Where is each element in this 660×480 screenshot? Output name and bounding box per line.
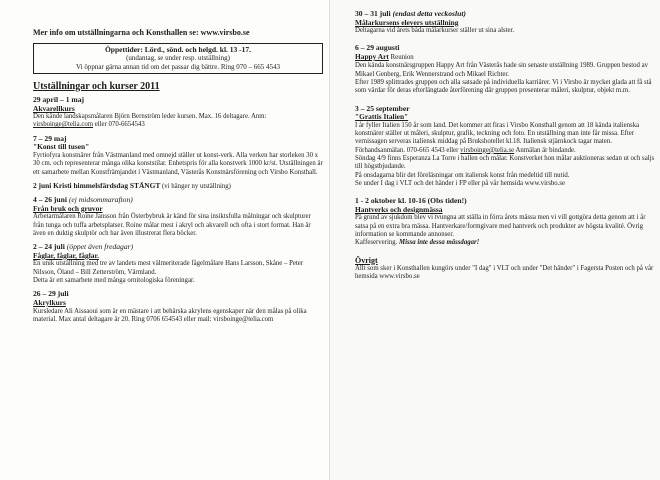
event-date: 7 – 29 maj [33,133,67,143]
event-text: En unik utställning med tre av landets mest välmeriterade fågelmålare Hans Larsson, Skåne – Peter Nilsson, Öland – Bill Zetterström, Värmland. [33,260,304,276]
event-title: Målarkursens elevers utställning [355,17,459,27]
event-text-2: Detta är ett samarbete med många ornitologiska föreningar. [33,277,195,285]
closing-label: Kaffeservering. [355,239,398,247]
section-text: Allt som sker i Konsthallen kungörs under "I dag" i VLT och under "Det händer" i Fagersta Posten och på vår hemsida www.virsbo.se [355,265,654,281]
event-text: Deltagarna vid årets båda målarkurser ställer ut sina alster. [355,27,515,35]
event-faglar [33,243,323,285]
event-date: 2 – 24 juli [33,242,65,252]
event-title: Happy Art [355,52,389,62]
event-closing [355,239,655,247]
event-date: 6 – 29 augusti [355,43,400,53]
event-body: I år fyller Italien 150 år som land. Det kommer att firas i Virsbo Konsthall genom att 18 kända italienska konstnärer ställer ut måleri, skulptur, grafik, teckning och foto. En utställning man inte får missa. Efter vernissagen serveras italiensk middag på Brukshotellet kl.18. Italiensk stjärnkock tagar maten. Förhandsanmälan. 070-665 4543 eller [355,121,640,154]
event-title: Akvarellkurs [33,103,75,113]
event-date: 26 – 29 juli [33,289,69,299]
event-title: Fåglar, fåglar, fåglar. [33,250,99,260]
hours-line-1: Öppettider: Lörd., sönd. och helgd. kl. 13 -17. [104,45,252,54]
email-link[interactable]: virsboinge@telia.com [33,121,94,129]
event-konst-till-tusen [33,135,323,177]
closed-notice [33,182,323,191]
event-body: Kursledare Ali Aissaoui som är en mästare i att behärska akrylens egenskaper när den målas på olika material. Max antal deltagare är 20. Ring 0706 654543 eller mail: [33,307,307,323]
section-title: Övrigt [355,255,378,265]
event-grattis-italien [355,105,655,189]
page-heading: Utställningar och kurser 2011 [33,81,160,92]
right-column [355,8,655,282]
event-body: Den kände landskapsmålaren Björn Bernström leder kursen. Max. 16 deltagare. Anm: [33,113,267,121]
event-date: 4 – 26 juni [33,195,67,205]
event-text: Arbetarmålaren Roine Jansson från Österbybruk är känd för sina insiktsfulla målningar och skulpturer från tunga och tuffa arbetsplatser. Roine målar mest i akryl och akvarell och ofta i stort format. Han är även en duktig skulptör och har även illustrerat flera böcker. [33,213,311,237]
right-page [330,0,660,480]
event-text-3: På onsdagarna blir det föreläsningar om italiensk konst från medeltid till nutid. [355,171,570,179]
opening-hours-box [33,43,323,74]
event-title: Från bruk och gruvor [33,203,103,213]
left-column [33,28,323,324]
event-date: 30 – 31 juli [355,9,391,18]
email-link[interactable]: virsboinge@telia.com [213,315,274,323]
event-title: "Konst till tusen" [33,142,90,152]
hours-line-3: Vi öppnar gärna annan tid om det passar dig bättre. Ring 070 – 665 4543 [76,63,280,71]
event-happy-art [355,44,655,95]
event-tail: Anmälan är bindande. [515,146,576,154]
event-text [33,113,323,130]
email-link[interactable]: virsboinge@telia.se [460,146,515,154]
event-bruk-och-gruvor [33,196,323,238]
event-date-note: kl. 10-16 (Obs tiden!) [397,196,467,206]
event-text: Den kända konstnärsgruppen Happy Art från Västerås hade sin senaste utställning 1989. Gruppen bestod av Mikael Genberg, Erik Wennerstrand och Mikael Richter. [355,62,649,78]
event-date: 3 – 25 september [355,103,410,113]
event-elevutstallning [355,10,655,35]
event-date-note: (öppet även fredagar) [66,242,134,252]
intro-line: Mer info om utställningarna och Konsthallen se: www.virsbo.se [33,28,250,37]
event-title: Hantverks och designmässa [355,204,443,214]
hours-line-2: (undantag, se under resp. utställning) [126,54,230,62]
event-title-line [355,53,655,62]
closing-emphasis: Missa inte dessa mässdagar! [399,239,480,247]
event-date: 1 - 2 oktober [355,196,396,206]
event-text-2: Söndag 4/9 finns Esperanza La Torre i hallen och målar. Konstverket hon målar auktioneras sedan ut och saljs till högstbjudande. [355,154,655,171]
event-text: På grund av sjukdom blev vi tvungna att ställa in förra årets mässa men vi vill gottgöra detta genom att i år satsa på en extra bra mässa. Hantverkare/formgivare med hantverk och produkter av högsta kvalité. Övrig information se kommande annonser. [355,214,646,238]
event-akvarellkurs [33,96,323,130]
event-title-note: Reunion [390,54,414,62]
event-text-2: Efter 1989 splittrades gruppen och alla satsade på individuella karriärer. Vi i Virsbo är mycket glada att få stå som värdar för deras efterlängtade återförening där gruppen presenterar måleri, skulptur, objekt m.m. [355,78,652,95]
event-date-note: (endast detta veckoslut) [392,9,466,18]
event-designmassa [355,197,655,247]
event-title: "Grattis Italien" [355,112,409,122]
event-akrylkurs [33,290,323,324]
event-text: Fyrtiofyra konstnärer från Västmanland med omnejd ställer ut konst-verk. Alla verken har storleken 30 x 30 cm. och representerar många olika konststilar. Enhetspris för alla konstverk 1000 kr/st. Utställningen är ett samarbete mellan Konstfrämjandet i Västmanland, Västerås Konstnärsförening och Virsbo Konsthall. [33,151,323,176]
section-ovrigt [355,257,655,282]
event-date: 29 april – 1 maj [33,95,85,104]
event-text-4: Se under I dag i VLT och det händer i FP eller på vår hemsida www.virsbo.se [355,179,566,187]
event-title: Akrylkurs [33,297,66,307]
closed-line: 2 juni Kristi himmelsfärdsdag STÄNGT [33,180,161,190]
event-text [33,308,323,325]
closed-note: (vi hänger ny utställning) [162,182,231,190]
event-date-note: (ej midsommarafton) [68,195,133,205]
event-tail: eller 070-6654543 [94,121,145,129]
event-text [355,122,655,155]
